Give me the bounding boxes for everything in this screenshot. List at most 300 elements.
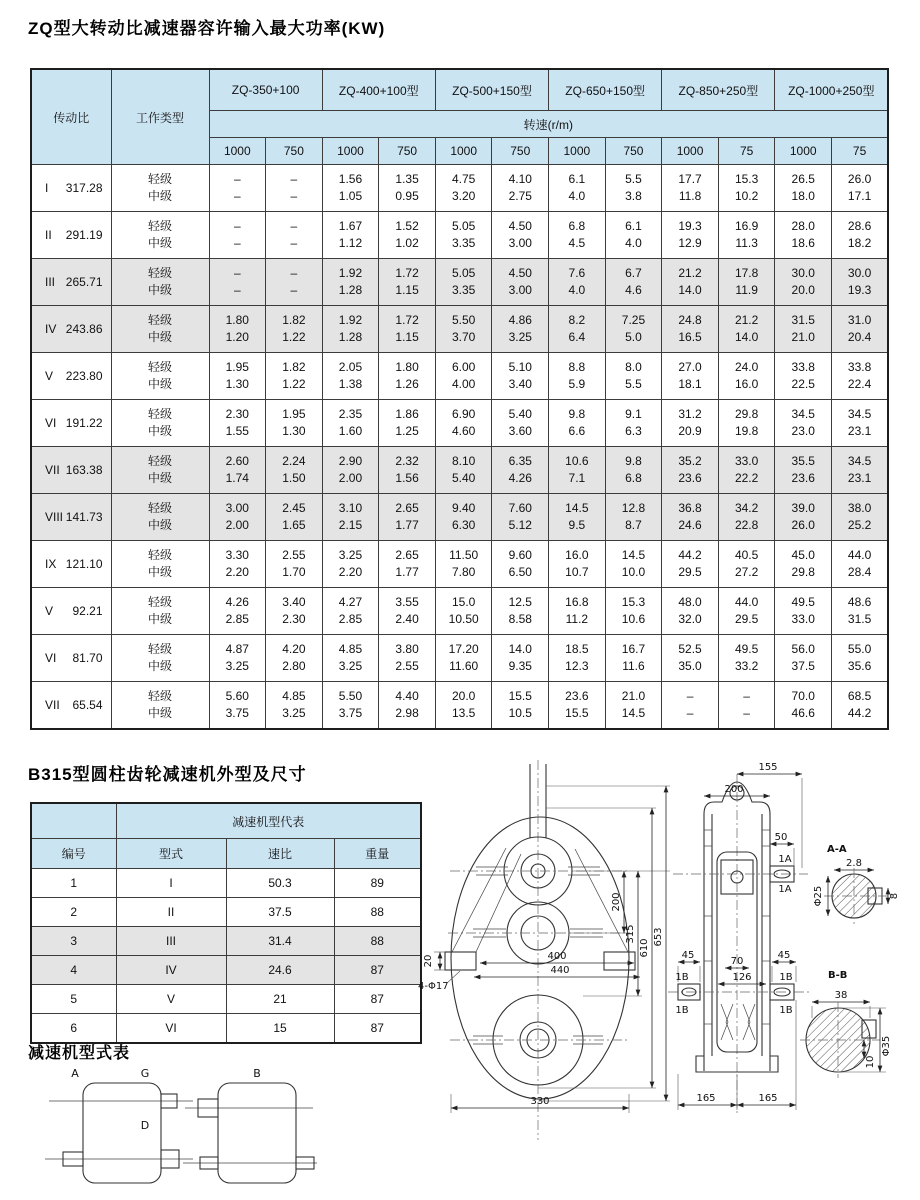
ratio-value: 191.22 (65, 416, 103, 430)
ratio-value: 65.54 (72, 698, 103, 712)
ratio-roman: IX (45, 557, 57, 571)
model-table-header-row (31, 839, 421, 869)
duty-cell (111, 447, 209, 494)
value-mid: 3.00 (508, 283, 532, 297)
value-cell (718, 682, 775, 730)
ratio-value: 121.10 (65, 557, 103, 571)
value-light: 20.0 (451, 689, 476, 703)
value-light: 1.82 (282, 360, 306, 374)
value-mid: 0.95 (395, 189, 419, 203)
speed-header: 750 (605, 138, 662, 165)
ratio-roman: VI (45, 416, 57, 430)
value-mid: 12.3 (565, 659, 589, 673)
model-cell: 88 (334, 927, 421, 956)
duty-cell (111, 259, 209, 306)
value-light: 8.10 (451, 454, 476, 468)
value-mid: 9.35 (508, 659, 532, 673)
value-light: 68.5 (847, 689, 872, 703)
value-light: 52.5 (678, 642, 702, 656)
value-cell (266, 400, 323, 447)
value-cell (379, 400, 436, 447)
value-mid: 1.56 (395, 471, 419, 485)
dim-front-610: 610 (639, 938, 650, 958)
value-cell (435, 306, 492, 353)
speed-header: 1000 (435, 138, 492, 165)
value-light: 4.20 (282, 642, 306, 656)
ratio-cell (31, 212, 111, 259)
duty-cell (111, 682, 209, 730)
ratio-value: 291.19 (65, 228, 103, 242)
ratio-roman: V (45, 604, 54, 618)
value-mid: 3.00 (508, 236, 532, 250)
value-cell (662, 447, 719, 494)
model-cell: 1 (31, 869, 116, 898)
value-mid: 4.6 (625, 283, 642, 297)
value-mid: 6.8 (625, 471, 642, 485)
value-mid: 2.00 (225, 518, 249, 532)
value-cell (322, 306, 379, 353)
value-mid: 3.35 (451, 283, 476, 297)
value-cell (549, 635, 606, 682)
duty-mid-label: 中级 (147, 659, 172, 673)
value-mid: 2.20 (225, 565, 249, 579)
value-cell (662, 635, 719, 682)
value-light: 29.8 (734, 407, 759, 421)
value-cell (209, 494, 266, 541)
value-cell (775, 259, 832, 306)
value-mid: 3.8 (625, 189, 642, 203)
value-light: 1.80 (225, 313, 249, 327)
value-cell (322, 165, 379, 212)
value-light: 44.2 (678, 548, 702, 562)
value-mid: 7.1 (568, 471, 586, 485)
value-cell (379, 682, 436, 730)
duty-light-label: 轻级 (147, 454, 172, 468)
value-mid: 1.02 (395, 236, 419, 250)
value-light: 6.90 (451, 407, 476, 421)
value-mid: 1.28 (338, 283, 363, 297)
value-light: 9.40 (451, 501, 476, 515)
value-mid: 44.2 (847, 706, 872, 720)
value-light: 16.8 (565, 595, 589, 609)
value-cell (662, 400, 719, 447)
model-header: ZQ-1000+250型 (775, 69, 888, 111)
model-cell: 3 (31, 927, 116, 956)
value-mid: 13.5 (451, 706, 476, 720)
value-cell (549, 494, 606, 541)
value-mid: 46.6 (791, 706, 815, 720)
value-mid: 11.6 (622, 659, 645, 673)
model-cell: I (116, 869, 226, 898)
front-view (445, 760, 635, 1140)
speed-header: 1000 (209, 138, 266, 165)
value-cell (718, 494, 775, 541)
value-mid: 19.3 (847, 283, 872, 297)
value-cell (549, 212, 606, 259)
model-header: ZQ-350+100 (209, 69, 322, 111)
value-cell (209, 682, 266, 730)
duty-light-label: 轻级 (147, 219, 172, 233)
value-cell (492, 541, 549, 588)
value-cell (718, 400, 775, 447)
value-light: 15.5 (508, 689, 532, 703)
type-label-a: A (71, 1067, 79, 1080)
value-cell (435, 353, 492, 400)
value-cell (435, 400, 492, 447)
value-mid: 6.30 (451, 518, 476, 532)
value-cell (718, 447, 775, 494)
section-b-title: B-B (828, 970, 848, 981)
value-cell (379, 259, 436, 306)
value-light: 1.72 (395, 266, 419, 280)
value-cell (492, 635, 549, 682)
value-cell (322, 494, 379, 541)
ratio-roman: V (45, 369, 54, 383)
value-light: 10.6 (565, 454, 589, 468)
dim-side-155: 155 (758, 762, 778, 773)
value-light: 17.8 (734, 266, 759, 280)
value-mid: 6.4 (568, 330, 586, 344)
value-cell (662, 212, 719, 259)
value-mid: 18.2 (847, 236, 872, 250)
value-cell (775, 447, 832, 494)
col-duty-header: 工作类型 (111, 69, 209, 165)
value-mid: 1.65 (282, 518, 306, 532)
value-cell (209, 165, 266, 212)
value-light: 9.1 (625, 407, 642, 421)
value-cell (832, 635, 889, 682)
value-cell (718, 212, 775, 259)
value-cell (209, 400, 266, 447)
value-cell (379, 494, 436, 541)
value-light: 56.0 (791, 642, 815, 656)
value-mid: 17.1 (847, 189, 872, 203)
value-light: 44.0 (734, 595, 759, 609)
value-mid: 35.6 (847, 659, 872, 673)
value-light: 35.5 (791, 454, 815, 468)
value-light: 1.95 (225, 360, 249, 374)
value-mid: 23.0 (791, 424, 815, 438)
ratio-value: 141.73 (65, 510, 103, 524)
model-cell: 15 (226, 1014, 334, 1044)
value-cell (775, 165, 832, 212)
value-light: 4.50 (508, 266, 532, 280)
value-cell (379, 635, 436, 682)
value-mid: 32.0 (678, 612, 702, 626)
speed-header: 750 (492, 138, 549, 165)
duty-cell (111, 212, 209, 259)
value-cell (209, 306, 266, 353)
value-mid: 22.5 (791, 377, 815, 391)
value-light: 2.35 (338, 407, 363, 421)
value-cell (605, 165, 662, 212)
value-mid: 23.1 (847, 471, 872, 485)
value-cell (718, 259, 775, 306)
value-light: 2.55 (282, 548, 306, 562)
value-mid: 16.5 (678, 330, 702, 344)
value-mid: 33.0 (791, 612, 815, 626)
value-cell (549, 353, 606, 400)
value-light: 49.5 (734, 642, 759, 656)
value-cell (435, 682, 492, 730)
dim-front-200: 200 (611, 892, 622, 912)
model-cell: VI (116, 1014, 226, 1044)
value-cell (775, 400, 832, 447)
value-cell (492, 306, 549, 353)
value-mid: 11.60 (449, 659, 479, 673)
dim-side-45-left: 45 (681, 950, 695, 961)
power-table (30, 68, 889, 730)
value-mid: – (290, 283, 298, 297)
speed-header: 750 (266, 138, 323, 165)
value-mid: 35.0 (678, 659, 702, 673)
value-mid: 1.20 (225, 330, 249, 344)
value-mid: – (233, 189, 241, 203)
value-light: 28.6 (847, 219, 872, 233)
value-light: – (290, 219, 298, 233)
value-mid: 6.50 (508, 565, 532, 579)
model-cell: 6 (31, 1014, 116, 1044)
value-mid: 1.15 (395, 283, 419, 297)
value-light: 21.2 (734, 313, 759, 327)
model-col-type: 型式 (116, 839, 226, 869)
value-cell (492, 353, 549, 400)
value-mid: 1.22 (282, 377, 306, 391)
value-mid: 20.4 (847, 330, 872, 344)
value-mid: 7.80 (451, 565, 476, 579)
value-mid: – (233, 236, 241, 250)
dim-front-653: 653 (653, 927, 664, 947)
value-mid: 28.4 (847, 565, 872, 579)
value-light: 15.3 (621, 595, 646, 609)
value-cell (549, 447, 606, 494)
value-light: 2.24 (282, 454, 306, 468)
type-label-g: G (140, 1067, 150, 1080)
value-mid: 1.22 (282, 330, 306, 344)
value-mid: 5.9 (568, 377, 586, 391)
value-mid: 31.5 (847, 612, 872, 626)
model-cell: 24.6 (226, 956, 334, 985)
value-mid: 5.5 (625, 377, 642, 391)
value-mid: 2.98 (395, 706, 419, 720)
value-cell (662, 353, 719, 400)
value-light: 1.80 (395, 360, 419, 374)
duty-mid-label: 中级 (147, 706, 172, 720)
value-cell (435, 212, 492, 259)
value-cell (775, 306, 832, 353)
model-header: ZQ-650+150型 (549, 69, 662, 111)
value-cell (605, 494, 662, 541)
types-title: 减速机型式表 (28, 1045, 131, 1062)
value-light: 1.92 (338, 266, 363, 280)
value-light: 2.05 (338, 360, 363, 374)
model-row (31, 1014, 421, 1044)
type-label-b: B (253, 1067, 261, 1080)
value-mid: 25.2 (847, 518, 872, 532)
value-light: 1.56 (338, 172, 363, 186)
value-cell (209, 588, 266, 635)
dim-front-440: 440 (550, 965, 570, 976)
value-cell (492, 682, 549, 730)
value-mid: – (686, 706, 694, 720)
value-mid: 1.05 (338, 189, 363, 203)
model-row (31, 869, 421, 898)
model-cell: IV (116, 956, 226, 985)
duty-mid-label: 中级 (147, 518, 172, 532)
ratio-roman: I (45, 181, 49, 195)
value-light: 5.60 (225, 689, 249, 703)
value-mid: 3.25 (508, 330, 532, 344)
dim-side-50: 50 (774, 832, 788, 843)
value-light: 1.67 (338, 219, 363, 233)
model-header-row (31, 69, 888, 111)
power-row (31, 353, 888, 400)
value-cell (266, 259, 323, 306)
ratio-cell (31, 353, 111, 400)
value-light: 4.50 (508, 219, 532, 233)
value-mid: 10.6 (621, 612, 646, 626)
value-mid: 10.5 (508, 706, 532, 720)
col-ratio-header: 传动比 (31, 69, 111, 165)
value-light: 6.35 (508, 454, 532, 468)
ratio-roman: II (45, 228, 52, 242)
model-cell: 50.3 (226, 869, 334, 898)
value-cell (379, 541, 436, 588)
value-cell (379, 353, 436, 400)
duty-cell (111, 353, 209, 400)
value-mid: 2.20 (338, 565, 363, 579)
value-cell (832, 494, 889, 541)
value-light: 2.32 (395, 454, 419, 468)
value-light: 5.05 (451, 266, 476, 280)
value-cell (266, 447, 323, 494)
value-cell (435, 447, 492, 494)
value-light: – (290, 266, 298, 280)
value-mid: 22.2 (734, 471, 759, 485)
value-mid: 23.6 (791, 471, 815, 485)
value-cell (605, 259, 662, 306)
duty-light-label: 轻级 (147, 548, 172, 562)
section-b (800, 970, 892, 1078)
value-light: 4.40 (395, 689, 419, 703)
value-cell (379, 306, 436, 353)
value-light: 24.0 (734, 360, 759, 374)
value-light: 14.0 (508, 642, 532, 656)
value-mid: 11.9 (735, 283, 758, 297)
value-light: 2.90 (338, 454, 363, 468)
side-view (668, 774, 810, 1116)
model-header: ZQ-850+250型 (662, 69, 775, 111)
dim-side-126: 126 (732, 972, 752, 983)
value-mid: 1.28 (338, 330, 363, 344)
value-light: 6.00 (451, 360, 476, 374)
value-light: 21.0 (621, 689, 646, 703)
value-mid: 2.00 (338, 471, 363, 485)
value-mid: 9.5 (568, 518, 586, 532)
ratio-roman: VI (45, 651, 57, 665)
value-cell (492, 447, 549, 494)
duty-mid-label: 中级 (147, 189, 172, 203)
duty-mid-label: 中级 (147, 565, 172, 579)
value-mid: 3.25 (282, 706, 306, 720)
value-cell (266, 682, 323, 730)
value-cell (549, 165, 606, 212)
label-1a: 1A (778, 884, 792, 895)
dim-b-dia35: Φ35 (881, 1035, 892, 1057)
value-cell (549, 259, 606, 306)
ratio-roman: VIII (45, 510, 64, 524)
value-light: 15.0 (451, 595, 476, 609)
value-light: 1.52 (395, 219, 419, 233)
value-cell (832, 541, 889, 588)
value-cell (775, 682, 832, 730)
label-1b: 1B (675, 972, 689, 983)
dim-a-dia25: Φ25 (813, 885, 824, 907)
duty-mid-label: 中级 (147, 424, 172, 438)
power-row (31, 400, 888, 447)
value-light: 3.25 (338, 548, 363, 562)
value-light: 6.1 (568, 172, 586, 186)
type-diagram (35, 1063, 335, 1200)
value-mid: 5.12 (508, 518, 532, 532)
ratio-cell (31, 165, 111, 212)
ratio-cell (31, 306, 111, 353)
value-light: 4.27 (338, 595, 363, 609)
value-mid: 1.77 (395, 565, 419, 579)
value-light: 17.20 (448, 642, 479, 656)
value-cell (322, 212, 379, 259)
value-cell (549, 588, 606, 635)
label-1a: 1A (778, 854, 792, 865)
value-light: 19.3 (678, 219, 702, 233)
model-row (31, 985, 421, 1014)
model-cell: 89 (334, 869, 421, 898)
value-light: 8.8 (568, 360, 586, 374)
value-mid: – (290, 236, 298, 250)
duty-mid-label: 中级 (147, 471, 172, 485)
ratio-cell (31, 541, 111, 588)
value-light: 5.05 (451, 219, 476, 233)
side-view-dimensions (675, 762, 802, 1110)
value-cell (662, 682, 719, 730)
value-light: 4.10 (508, 172, 532, 186)
dim-front-330: 330 (530, 1096, 550, 1107)
value-cell (775, 212, 832, 259)
value-mid: 2.75 (508, 189, 532, 203)
value-mid: 15.5 (565, 706, 589, 720)
value-light: 16.7 (621, 642, 646, 656)
model-cell: 2 (31, 898, 116, 927)
value-cell (266, 212, 323, 259)
model-header: ZQ-400+100型 (322, 69, 435, 111)
value-cell (549, 306, 606, 353)
ratio-value: 223.80 (65, 369, 103, 383)
dim-front-holes: 4-Φ17 (418, 981, 449, 992)
value-cell (435, 165, 492, 212)
value-mid: 1.77 (395, 518, 419, 532)
value-cell (266, 635, 323, 682)
value-cell (549, 541, 606, 588)
dim-a-28: 2.8 (846, 858, 862, 869)
model-cell: II (116, 898, 226, 927)
value-mid: 10.0 (621, 565, 646, 579)
value-cell (718, 306, 775, 353)
duty-cell (111, 588, 209, 635)
model-cell: 5 (31, 985, 116, 1014)
value-cell (718, 165, 775, 212)
value-light: 8.0 (625, 360, 642, 374)
value-light: 35.2 (678, 454, 702, 468)
